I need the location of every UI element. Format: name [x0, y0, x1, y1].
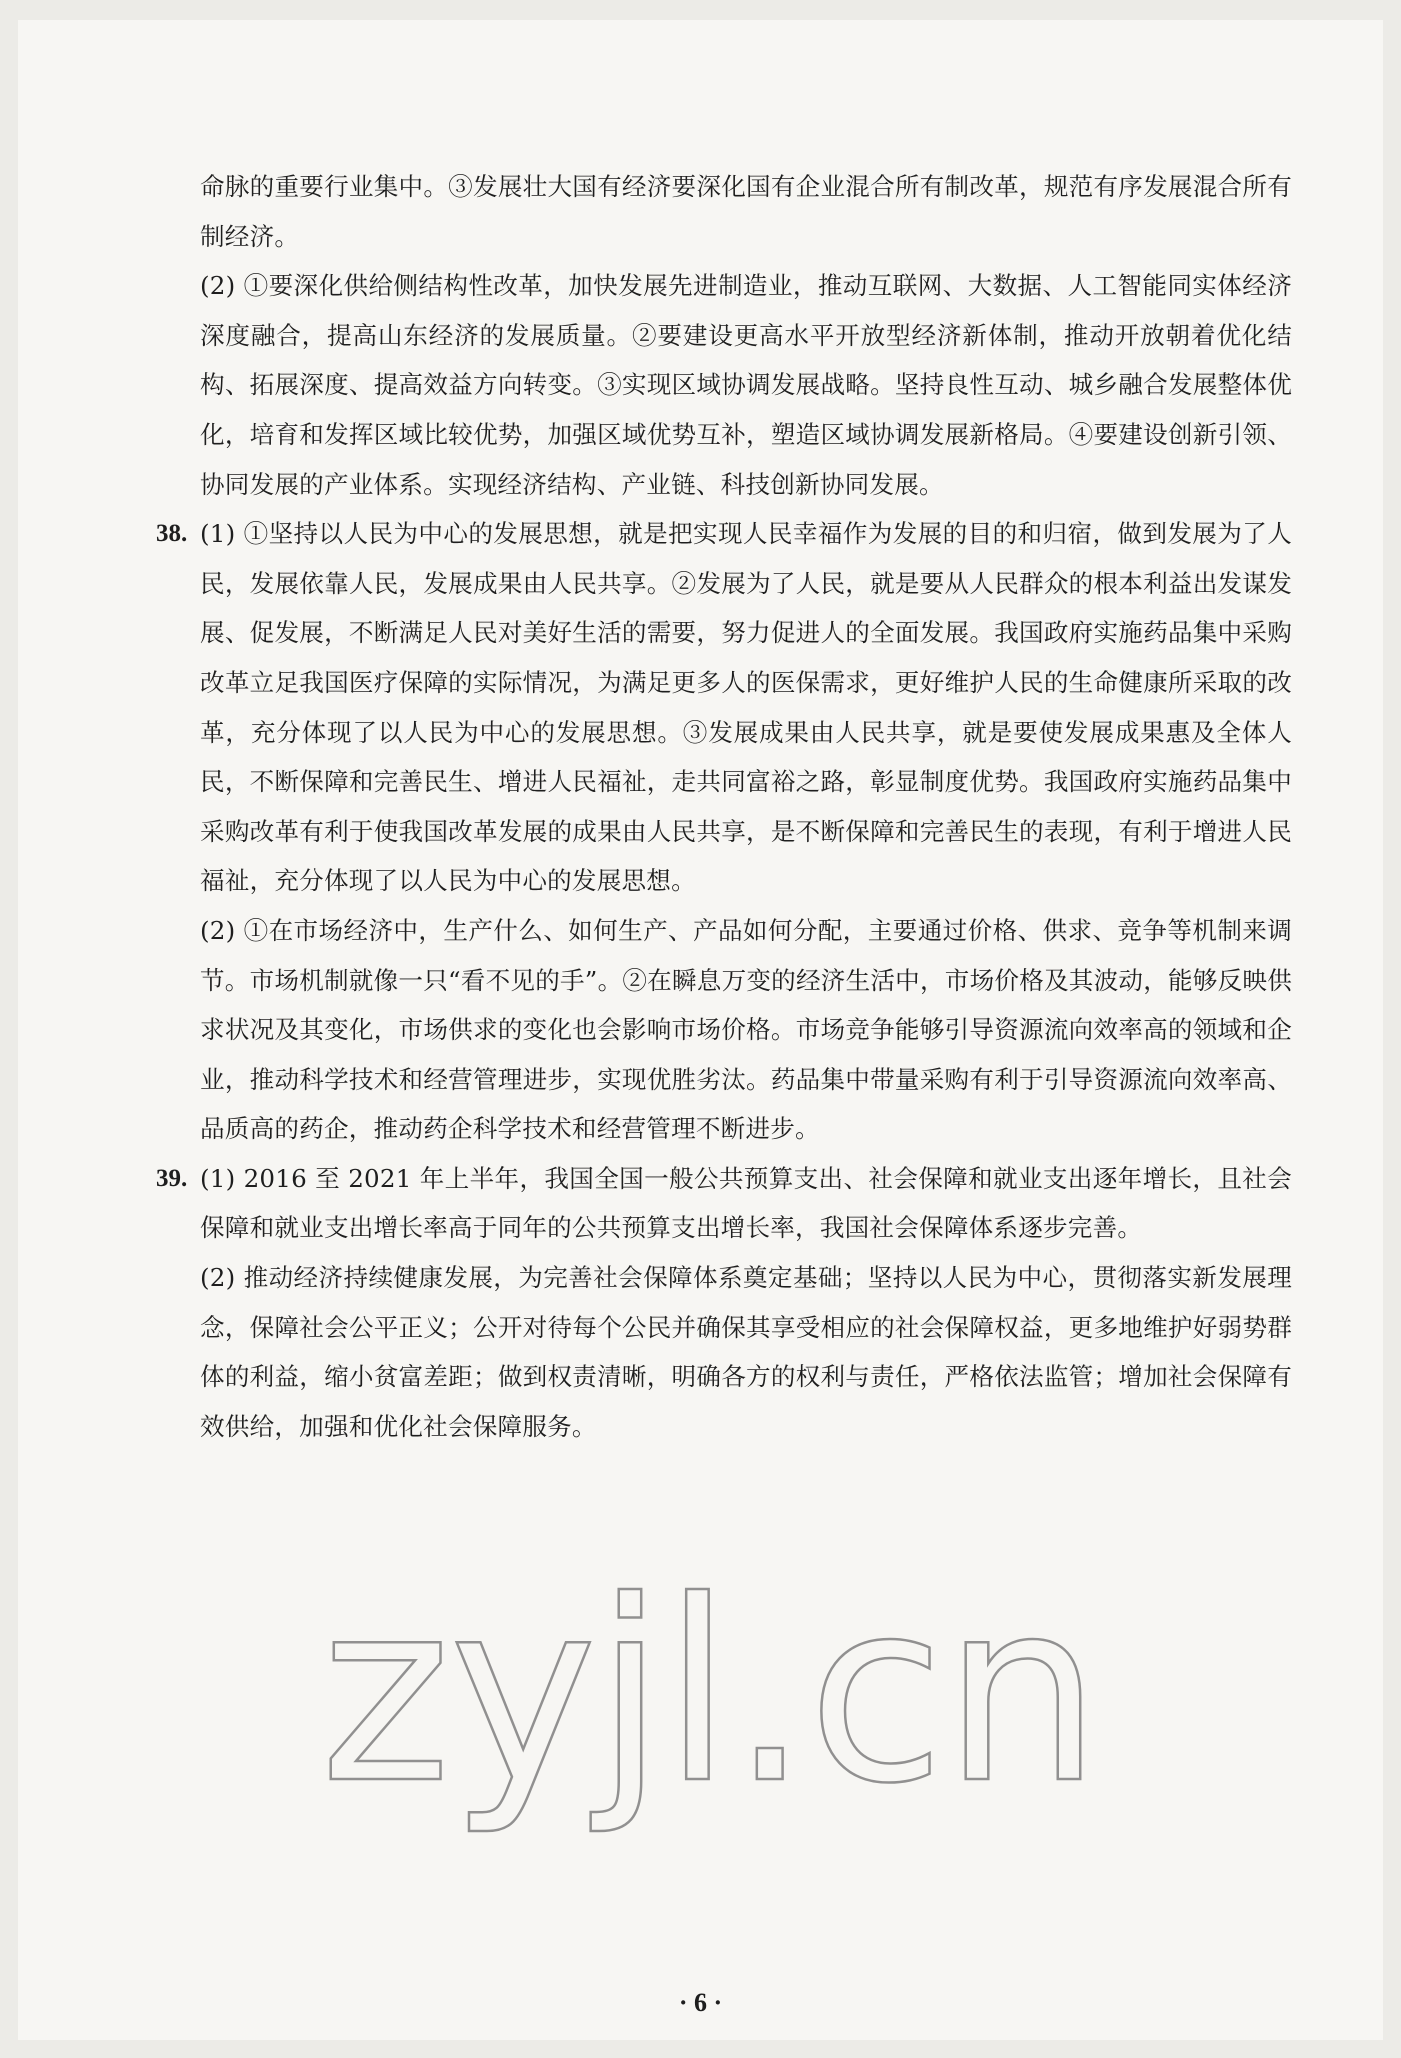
question-38-number: 38.: [156, 520, 188, 548]
q37-continuation: 命脉的重要行业集中。③发展壮大国有经济要深化国有企业混合所有制改革，规范有序发展混合所有制经济。: [200, 172, 1292, 251]
q37-part-2: (2) ①要深化供给侧结构性改革，加快发展先进制造业，推动互联网、大数据、人工智能同实体经济深度融合，提高山东经济的发展质量。②要建设更高水平开放型经济新体制，推动开放朝着优化结构、拓展深度、提高效益方向转变。③实现区域协调发展战略。坚持良性互动、城乡融合发展整体优化，培育和发挥区域比较优势，加强区域优势互补，塑造区域协调发展新格局。④要建设创新引领、协同发展的产业体系。实现经济结构、产业链、科技创新协同发展。: [200, 271, 1292, 499]
q38-part-1: (1) ①坚持以人民为中心的发展思想，就是把实现人民幸福作为发展的目的和归宿，做到发展为了人民，发展依靠人民，发展成果由人民共享。②发展为了人民，就是要从人民群众的根本利益出发谋发展、促发展，不断满足人民对美好生活的需要，努力促进人的全面发展。我国政府实施药品集中采购改革立足我国医疗保障的实际情况，为满足更多人的医保需求，更好维护人民的生命健康所采取的改革，充分体现了以人民为中心的发展思想。③发展成果由人民共享，就是要使发展成果惠及全体人民，不断保障和完善民生、增进人民福祉，走共同富裕之路，彰显制度优势。我国政府实施药品集中采购改革有利于使我国改革发展的成果由人民共享，是不断保障和完善民生的表现，有利于增进人民福祉，充分体现了以人民为中心的发展思想。: [200, 519, 1292, 896]
answer-text: [156, 162, 1292, 1451]
page-number: · 6 ·: [678, 1988, 723, 2017]
q38-part-2: (2) ①在市场经济中，生产什么、如何生产、产品如何分配，主要通过价格、供求、竞争等机制来调节。市场机制就像一只“看不见的手”。②在瞬息万变的经济生活中，市场价格及其波动，能够反映供求状况及其变化，市场供求的变化也会影响市场价格。市场竞争能够引导资源流向效率高的领域和企业，推动科学技术和经营管理进步，实现优胜劣汰。药品集中带量采购有利于引导资源流向效率高、品质高的药企，推动药企科学技术和经营管理不断进步。: [200, 915, 1292, 1144]
question-39: [156, 1154, 1292, 1253]
q39-part-1: (1) 2016 至 2021 年上半年，我国全国一般公共预算支出、社会保障和就业支出逐年增长，且社会保障和就业支出增长率高于同年的公共预算支出增长率，我国社会保障体系逐步完善。: [200, 1163, 1292, 1243]
question-38: [156, 509, 1292, 906]
q39-part-2: (2) 推动经济持续健康发展，为完善社会保障体系奠定基础；坚持以人民为中心，贯彻落实新发展理念，保障社会公平正义；公开对待每个公民并确保其享受相应的社会保障权益，更多地维护好弱势群体的利益，缩小贫富差距；做到权责清晰，明确各方的权利与责任，严格依法监管；增加社会保障有效供给，加强和优化社会保障服务。: [200, 1263, 1292, 1441]
watermark-logo: zyjl.cn: [320, 1547, 1100, 1838]
question-39-number: 39.: [156, 1164, 188, 1192]
